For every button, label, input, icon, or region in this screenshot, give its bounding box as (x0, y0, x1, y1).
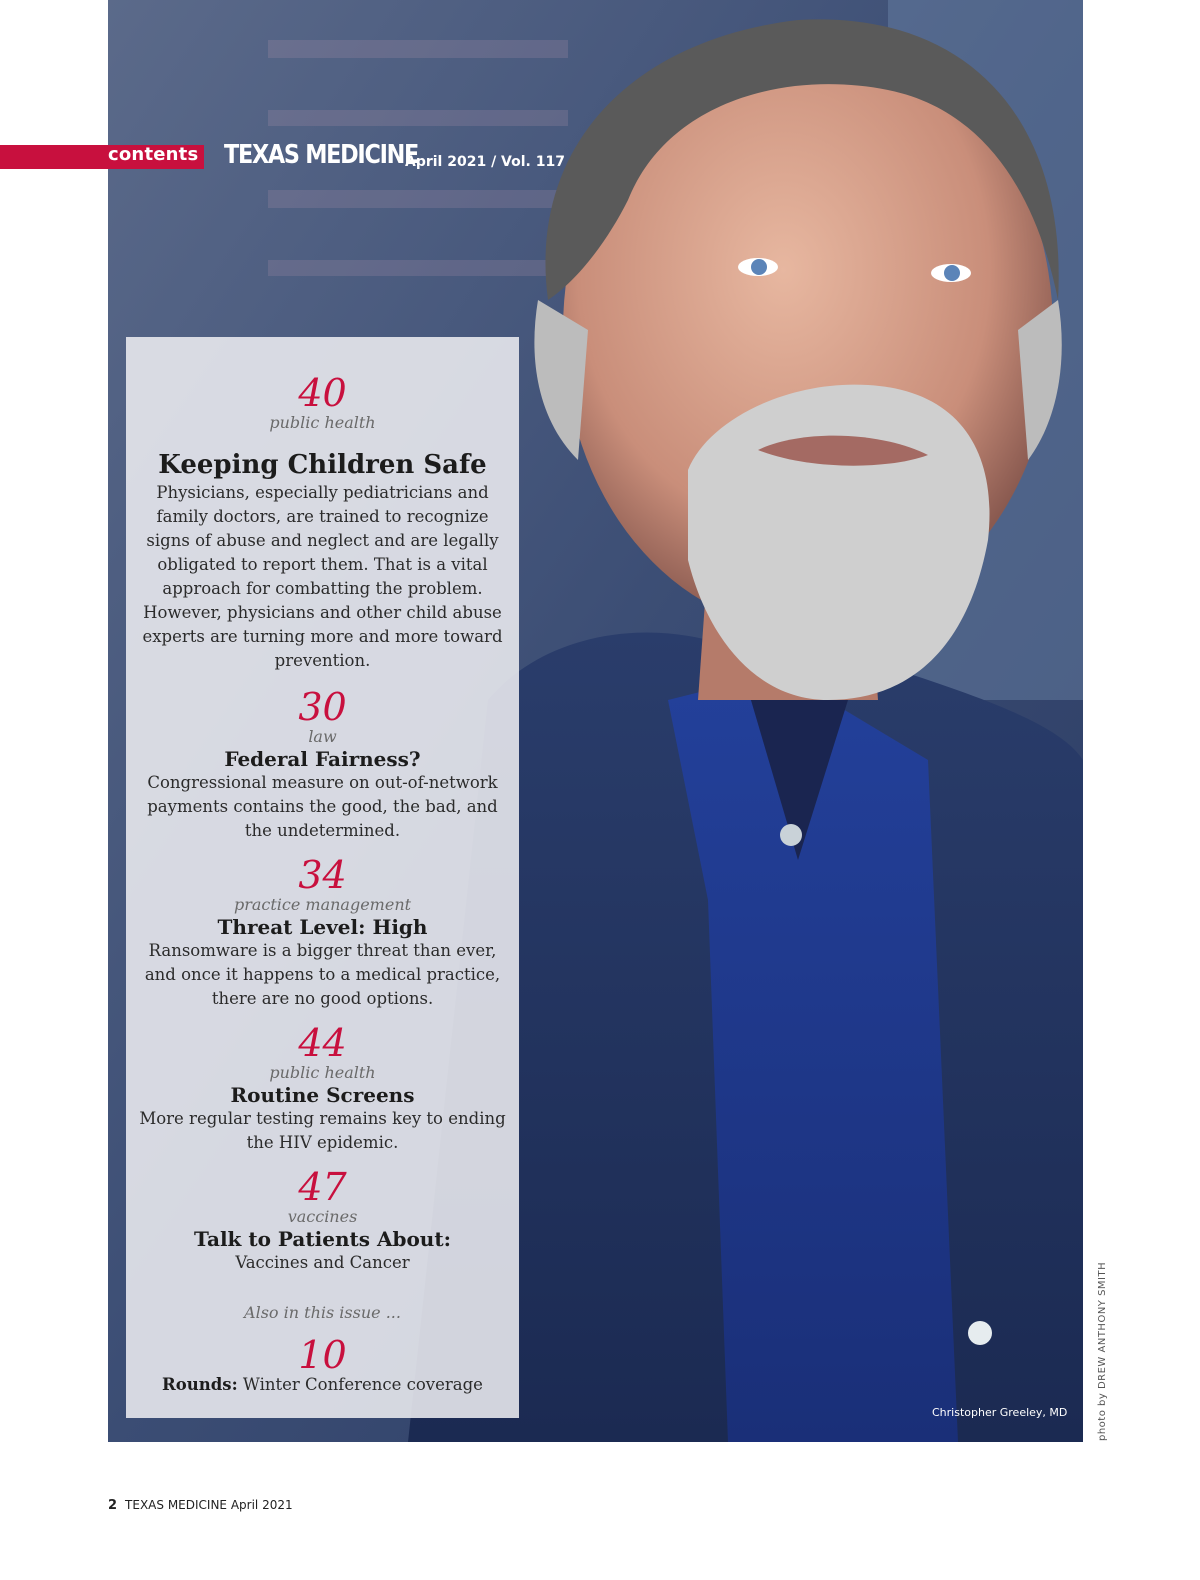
toc-category: vaccines (287, 1207, 358, 1226)
page-footer (108, 1498, 293, 1513)
toc-title: Talk to Patients About: (194, 1227, 451, 1251)
rounds-label: Rounds: (162, 1375, 238, 1394)
rounds-line (126, 1375, 519, 1394)
photo-caption: Christopher Greeley, MD (932, 1406, 1068, 1419)
feature-category: public health (269, 413, 376, 432)
toc-page-number: 34 (298, 853, 347, 897)
toc-page-number: 30 (298, 685, 347, 729)
magazine-logo: TEXAS MEDICINE (224, 140, 419, 170)
toc-title: Routine Screens (230, 1083, 415, 1107)
issue-info: April 2021 / Vol. 117 (405, 154, 565, 170)
toc-entry[interactable] (126, 855, 519, 1011)
toc-description: Vaccines and Cancer (235, 1253, 410, 1272)
toc-category: law (308, 727, 337, 746)
also-label: Also in this issue ... (244, 1303, 401, 1322)
toc-entry[interactable] (126, 1167, 519, 1275)
page-number: 2 (108, 1498, 118, 1513)
photo-credit: photo by DREW ANTHONY SMITH (1097, 1261, 1108, 1441)
section-label: contents (108, 144, 199, 165)
feature-title: Keeping Children Safe (158, 450, 487, 480)
toc-entry[interactable] (126, 687, 519, 843)
toc-category: practice management (233, 895, 412, 914)
rounds-text: Winter Conference coverage (237, 1375, 483, 1394)
toc-page-number: 47 (298, 1165, 347, 1209)
footer-text: TEXAS MEDICINE April 2021 (125, 1498, 293, 1512)
toc-entry[interactable] (126, 1023, 519, 1155)
toc-description: More regular testing remains key to ending the HIV epidemic. (139, 1109, 506, 1152)
toc-title: Federal Fairness? (224, 747, 421, 771)
feature-description: Physicians, especially pediatricians and family doctors, are trained to recognize signs of abuse and neglect and are legally obligated to report them. That is a vital approach for combatting the problem. However, physicians and other child abuse experts are turning more and more toward prevention. (142, 483, 503, 670)
feature-page-number: 40 (298, 371, 347, 415)
rounds-page-number: 10 (298, 1333, 347, 1377)
feature-entry[interactable] (126, 373, 519, 673)
rounds-entry[interactable] (126, 1335, 519, 1394)
toc-title: Threat Level: High (217, 915, 428, 939)
toc-description: Congressional measure on out-of-network payments contains the good, the bad, and the undetermined. (147, 773, 498, 840)
contents-panel (126, 337, 519, 1418)
toc-category: public health (269, 1063, 376, 1082)
also-in-issue (126, 1303, 519, 1322)
toc-page-number: 44 (298, 1021, 347, 1065)
toc-description: Ransomware is a bigger threat than ever, and once it happens to a medical practice, there are no good options. (144, 941, 501, 1008)
